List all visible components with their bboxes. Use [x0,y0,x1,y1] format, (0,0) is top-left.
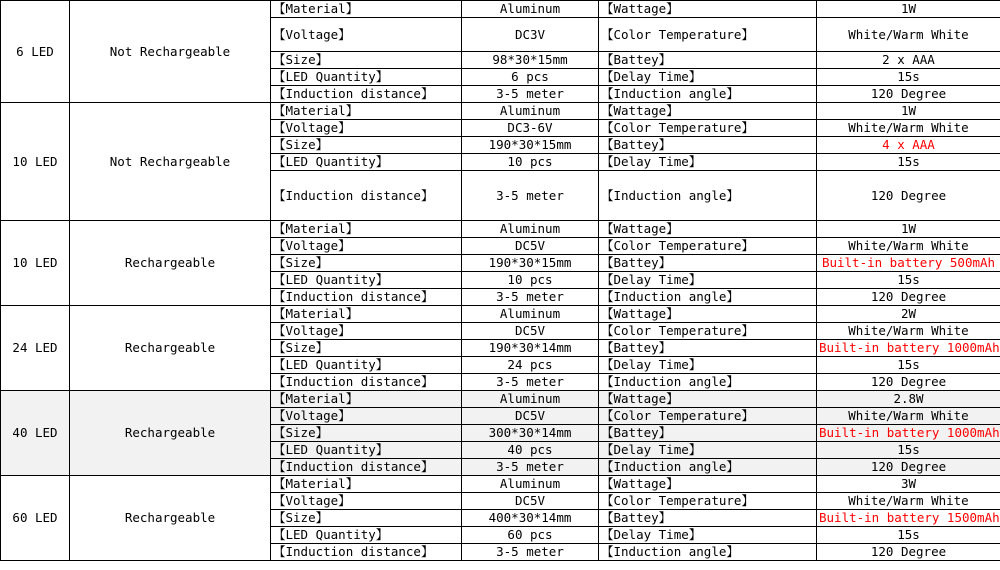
spec-label-cell: 【Color Temperature】 [599,323,817,340]
spec-value-cell: 6 pcs [462,69,599,86]
spec-value-cell: 120 Degree [817,86,1000,103]
charging-type-cell: Rechargeable [70,221,271,306]
model-cell: 40 LED [1,391,70,476]
spec-label-cell: 【Battey】 [599,52,817,69]
spec-label-cell: 【Wattage】 [599,221,817,238]
spec-value-cell: 120 Degree [817,374,1000,391]
spec-label-cell: 【Voltage】 [271,323,462,340]
spec-label-cell: 【Wattage】 [599,1,817,18]
charging-type-cell: Rechargeable [70,391,271,476]
charging-type-cell: Rechargeable [70,306,271,391]
model-cell: 6 LED [1,1,70,103]
spec-value-cell: Built-in battery 1000mAh [817,425,1000,442]
spec-value-cell: White/Warm White [817,408,1000,425]
spec-value-cell: 400*30*14mm [462,510,599,527]
spec-label-cell: 【Delay Time】 [599,527,817,544]
spec-label-cell: 【Induction distance】 [271,86,462,103]
spec-value-cell: 1W [817,221,1000,238]
charging-type-cell: Not Rechargeable [70,103,271,221]
spec-value-cell: 1W [817,1,1000,18]
spec-label-cell: 【Material】 [271,103,462,120]
spec-value-cell: Built-in battery 500mAh [817,255,1000,272]
spec-value-cell: 15s [817,527,1000,544]
spec-value-cell: Aluminum [462,103,599,120]
spec-value-cell: 15s [817,272,1000,289]
spec-label-cell: 【Color Temperature】 [599,238,817,255]
spec-label-cell: 【Voltage】 [271,238,462,255]
spec-value-cell: 190*30*15mm [462,255,599,272]
spec-label-cell: 【Color Temperature】 [599,408,817,425]
spec-label-cell: 【Delay Time】 [599,357,817,374]
charging-type-cell: Not Rechargeable [70,1,271,103]
spec-label-cell: 【Material】 [271,391,462,408]
spec-row [1,306,1000,323]
spec-label-cell: 【Induction angle】 [599,171,817,221]
spec-label-cell: 【Material】 [271,476,462,493]
spec-value-cell: 2W [817,306,1000,323]
spec-label-cell: 【Induction angle】 [599,86,817,103]
spec-label-cell: 【Battey】 [599,340,817,357]
spec-value-cell: 15s [817,442,1000,459]
spec-value-cell: 3-5 meter [462,171,599,221]
spec-value-cell: 1W [817,103,1000,120]
spec-value-cell: Aluminum [462,476,599,493]
spec-value-cell: White/Warm White [817,323,1000,340]
spec-label-cell: 【Size】 [271,137,462,154]
spec-label-cell: 【Wattage】 [599,476,817,493]
spec-label-cell: 【LED Quantity】 [271,442,462,459]
spec-value-cell: 3-5 meter [462,374,599,391]
spec-label-cell: 【Wattage】 [599,103,817,120]
spec-value-cell: 2 x AAA [817,52,1000,69]
spec-label-cell: 【Induction angle】 [599,544,817,561]
spec-value-cell: Aluminum [462,221,599,238]
spec-value-cell: 3-5 meter [462,86,599,103]
spec-label-cell: 【Voltage】 [271,18,462,52]
spec-row [1,476,1000,493]
spec-value-cell: 120 Degree [817,459,1000,476]
spec-label-cell: 【Wattage】 [599,306,817,323]
spec-value-cell: 4 x AAA [817,137,1000,154]
model-cell: 24 LED [1,306,70,391]
spec-table-body [1,1,1000,561]
spec-label-cell: 【Wattage】 [599,391,817,408]
model-cell: 60 LED [1,476,70,561]
spec-label-cell: 【Size】 [271,510,462,527]
spec-label-cell: 【Size】 [271,255,462,272]
spec-label-cell: 【Voltage】 [271,408,462,425]
spec-value-cell: 15s [817,357,1000,374]
spec-value-cell: DC3V [462,18,599,52]
spec-value-cell: 40 pcs [462,442,599,459]
spec-label-cell: 【LED Quantity】 [271,69,462,86]
spec-label-cell: 【Voltage】 [271,493,462,510]
spec-label-cell: 【Induction distance】 [271,374,462,391]
spec-label-cell: 【Induction distance】 [271,544,462,561]
spec-value-cell: 190*30*14mm [462,340,599,357]
spec-value-cell: Built-in battery 1000mAh [817,340,1000,357]
spec-value-cell: 15s [817,154,1000,171]
spec-value-cell: 98*30*15mm [462,52,599,69]
spec-value-cell: DC5V [462,238,599,255]
spec-label-cell: 【Delay Time】 [599,154,817,171]
spec-label-cell: 【Battey】 [599,137,817,154]
spec-value-cell: White/Warm White [817,493,1000,510]
spec-value-cell: 3-5 meter [462,544,599,561]
spec-label-cell: 【Size】 [271,340,462,357]
spec-value-cell: White/Warm White [817,120,1000,137]
spec-value-cell: 10 pcs [462,272,599,289]
spec-label-cell: 【Voltage】 [271,120,462,137]
spec-value-cell: DC5V [462,493,599,510]
spec-value-cell: 120 Degree [817,544,1000,561]
spec-value-cell: 300*30*14mm [462,425,599,442]
spec-label-cell: 【LED Quantity】 [271,527,462,544]
spec-label-cell: 【Color Temperature】 [599,18,817,52]
spec-label-cell: 【Battey】 [599,425,817,442]
spec-value-cell: White/Warm White [817,18,1000,52]
spec-label-cell: 【Induction angle】 [599,374,817,391]
spec-row [1,1,1000,18]
spec-value-cell: DC3-6V [462,120,599,137]
spec-label-cell: 【Material】 [271,1,462,18]
spec-row [1,221,1000,238]
spec-value-cell: 2.8W [817,391,1000,408]
spec-value-cell: 3-5 meter [462,289,599,306]
spec-label-cell: 【Battey】 [599,510,817,527]
spec-label-cell: 【Size】 [271,52,462,69]
charging-type-cell: Rechargeable [70,476,271,561]
spec-value-cell: 120 Degree [817,289,1000,306]
model-cell: 10 LED [1,221,70,306]
spec-value-cell: 24 pcs [462,357,599,374]
spec-label-cell: 【Induction distance】 [271,289,462,306]
spec-label-cell: 【Color Temperature】 [599,120,817,137]
spec-value-cell: Aluminum [462,391,599,408]
spec-label-cell: 【Induction distance】 [271,171,462,221]
spec-label-cell: 【Battey】 [599,255,817,272]
spec-value-cell: 190*30*15mm [462,137,599,154]
spec-value-cell: Built-in battery 1500mAh [817,510,1000,527]
spec-label-cell: 【Color Temperature】 [599,493,817,510]
spec-value-cell: White/Warm White [817,238,1000,255]
spec-row [1,103,1000,120]
spec-label-cell: 【Induction angle】 [599,289,817,306]
spec-label-cell: 【Delay Time】 [599,69,817,86]
spec-label-cell: 【LED Quantity】 [271,272,462,289]
spec-value-cell: DC5V [462,323,599,340]
spec-value-cell: Aluminum [462,306,599,323]
spec-label-cell: 【Material】 [271,221,462,238]
spec-label-cell: 【Size】 [271,425,462,442]
spec-label-cell: 【Delay Time】 [599,442,817,459]
spec-label-cell: 【LED Quantity】 [271,154,462,171]
model-cell: 10 LED [1,103,70,221]
spec-value-cell: 60 pcs [462,527,599,544]
spec-label-cell: 【LED Quantity】 [271,357,462,374]
spec-label-cell: 【Material】 [271,306,462,323]
spec-value-cell: 3W [817,476,1000,493]
spec-label-cell: 【Delay Time】 [599,272,817,289]
spec-value-cell: DC5V [462,408,599,425]
spec-value-cell: 10 pcs [462,154,599,171]
spec-value-cell: 3-5 meter [462,459,599,476]
spec-value-cell: 120 Degree [817,171,1000,221]
spec-value-cell: Aluminum [462,1,599,18]
spec-row [1,391,1000,408]
spec-value-cell: 15s [817,69,1000,86]
spec-label-cell: 【Induction distance】 [271,459,462,476]
spec-label-cell: 【Induction angle】 [599,459,817,476]
